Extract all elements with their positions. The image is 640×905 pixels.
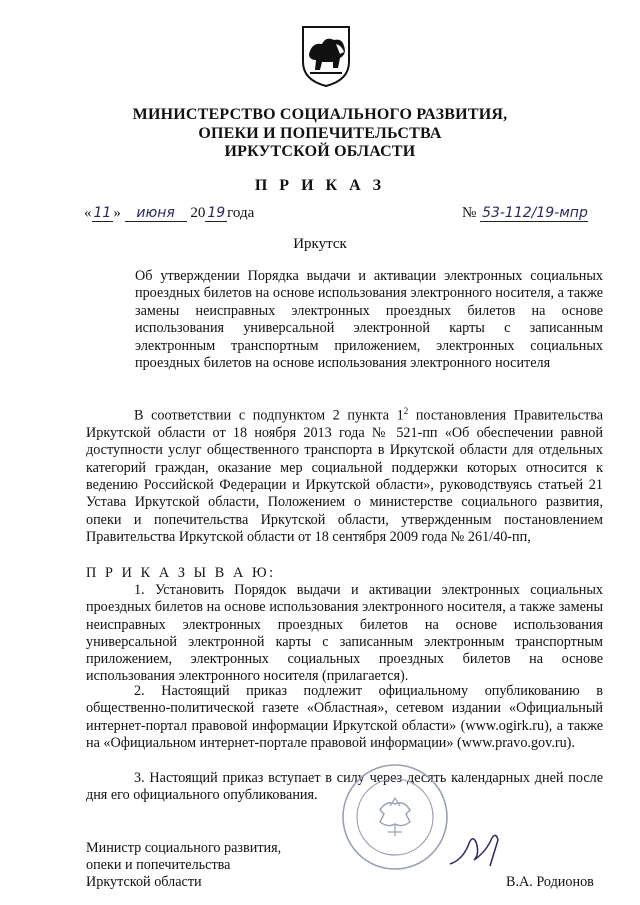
- handwritten-signature-icon: [446, 830, 502, 870]
- signatory-position-line-1: Министр социального развития,: [86, 840, 282, 856]
- order-keyword: П Р И К А З Ы В А Ю:: [86, 565, 276, 581]
- org-name-line-3: ИРКУТСКОЙ ОБЛАСТИ: [224, 143, 416, 160]
- signatory-name: В.А. Родионов: [506, 874, 594, 890]
- document-number: № 53-112/19-мпр: [462, 205, 588, 221]
- date-year-prefix: 20: [190, 205, 206, 221]
- preamble-paragraph: В соответствии с подпунктом 2 пункта $1^2$ постановления Правительства Иркутской области от 18 ноября 2013 года № 521-пп «Об обеспечении равной доступности услуг общественного транспорта в Иркутской области для отдельных категорий граждан, оказание мер социальной поддержки которых относится к ведению Российской Федерации и Иркутской области», руководствуясь статьей 21 Устава Иркутской области, Положением о министерстве социального развития, опеки и попечительства Иркутской области, утвержденным постановлением Правительства Иркутской области от 18 сентября 2009 года № 261/40-пп,: [86, 406, 604, 545]
- date-year-word: года: [227, 205, 255, 221]
- document-city: Иркутск: [293, 236, 347, 252]
- date-day: 11: [93, 205, 112, 221]
- order-item-1: 1. Установить Порядок выдачи и активации электронных социальных проездных билетов на основе использования электронного носителя, а также замены неисправных электронных проездных билетов на основе использования универсальной электронной карты с записанным электронным транспортным приложением, электронных социальных проездных билетов на основе использования электронного носителя (прилагается).: [86, 582, 603, 685]
- date-year-suffix: 19: [207, 205, 226, 221]
- order-item-3: 3. Настоящий приказ вступает в силу через десять календарных дней после дня его официального опубликования.: [86, 770, 603, 804]
- document-title: П Р И К А З: [254, 177, 386, 194]
- signatory-position-line-3: Иркутской области: [86, 873, 202, 890]
- coat-of-arms-icon: [300, 24, 352, 88]
- official-seal-icon: [340, 762, 450, 872]
- org-name-line-2: ОПЕКИ И ПОПЕЧИТЕЛЬСТВА: [198, 125, 442, 142]
- document-subject: Об утверждении Порядка выдачи и активации электронных социальных проездных билетов на основе использования электронного носителя, а также замены неисправных электронных проездных билетов на основе использования универсальной электронной карты с записанным электронным транспортным приложением, электронных социальных проездных билетов на основе использования электронного носителя: [135, 268, 603, 372]
- signatory-position-line-2: опеки и попечительства: [86, 856, 231, 873]
- document-number-value: 53-112/19-мпр: [482, 205, 588, 221]
- org-name-line-1: МИНИСТЕРСТВО СОЦИАЛЬНОГО РАЗВИТИЯ,: [132, 106, 508, 123]
- order-item-2: 2. Настоящий приказ подлежит официальному опубликованию в общественно-политической газете «Областная», сетевом издании «Официальный интернет-портал правовой информации Иркутской области» (www.ogirk.ru), а также на «Официальном интернет-портале правовой информации» (www.pravo.gov.ru).: [86, 683, 603, 751]
- signatory-position: [86, 840, 281, 890]
- date-month: июня: [125, 205, 187, 222]
- document-date: « 11 » июня 20 19 года: [84, 205, 255, 221]
